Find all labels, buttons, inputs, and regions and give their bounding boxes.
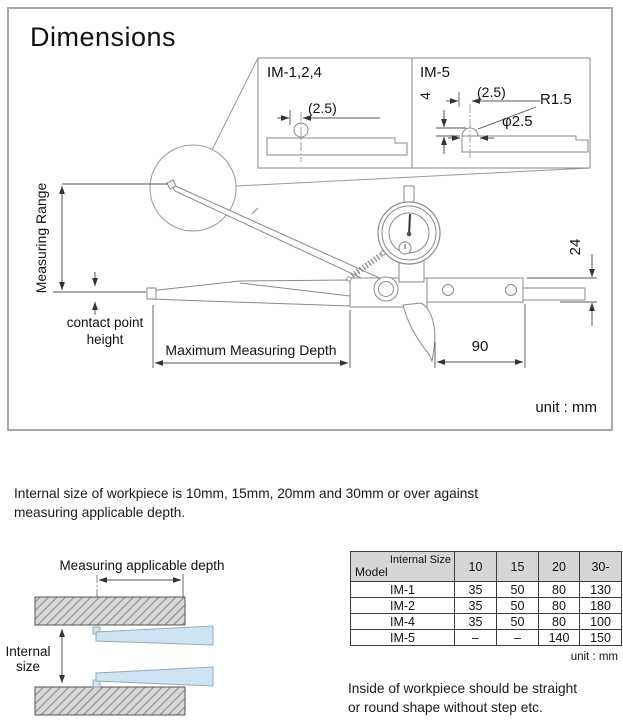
upper-blue-arm	[96, 626, 213, 645]
workpiece-diagram	[5, 558, 224, 715]
table-row	[351, 630, 622, 646]
contact-point-height-label-2: height	[86, 332, 124, 347]
dim-diameter-im5: φ2.5	[502, 113, 533, 130]
table-cell: 80	[539, 582, 580, 598]
measuring-arms	[93, 626, 213, 687]
dim-offset-im124: (2.5)	[308, 100, 337, 116]
dim-24-label: 24	[567, 238, 584, 256]
intro-line-2: measuring applicable depth.	[14, 505, 186, 520]
row-model: IM-2	[351, 598, 455, 614]
panel-unit-label: unit : mm	[535, 399, 597, 416]
max-depth-label: Maximum Measuring Depth	[165, 342, 337, 358]
internal-size-label-1: Internal	[5, 644, 51, 659]
handle-rod	[523, 288, 585, 300]
intro-text	[14, 484, 478, 522]
table-cell: 35	[455, 614, 497, 630]
dim-90-label: 90	[471, 338, 489, 355]
table-header-row	[351, 552, 622, 582]
table-cell: –	[455, 630, 497, 646]
note-text	[348, 679, 577, 717]
page-title: Dimensions	[30, 22, 177, 52]
table-row	[351, 614, 622, 630]
table-diagonal-header	[351, 552, 455, 582]
table-cell: 50	[497, 598, 539, 614]
header-model: Model	[355, 565, 388, 579]
workpiece-upper-block	[35, 597, 185, 625]
table-cell: 180	[580, 598, 622, 614]
intro-line-1: Internal size of workpiece is 10mm, 15mm, 20mm and 30mm or over against	[14, 486, 479, 501]
col-header-15: 15	[497, 552, 539, 582]
table-cell: 80	[539, 598, 580, 614]
table-cell: 150	[580, 630, 622, 646]
col-header-30: 30-	[580, 552, 622, 582]
table-cell: –	[497, 630, 539, 646]
table-cell: 35	[455, 582, 497, 598]
contact-point-height-label-1: contact point	[66, 315, 144, 330]
table-row	[351, 598, 622, 614]
table-cell: 50	[497, 582, 539, 598]
detail-box-im124	[258, 58, 412, 168]
row-model: IM-1	[351, 582, 455, 598]
note-line-2: or round shape without step etc.	[348, 700, 543, 715]
dim-offset-im5: (2.5)	[477, 84, 506, 100]
table-cell: 80	[539, 614, 580, 630]
table-row	[351, 582, 622, 598]
measuring-range-label: Measuring Range	[33, 182, 49, 294]
header-internal-size: Internal Size	[389, 554, 451, 566]
table-cell: 35	[455, 598, 497, 614]
col-header-10: 10	[455, 552, 497, 582]
workpiece-lower-block	[35, 687, 185, 715]
dim-height-im5: 4	[417, 92, 433, 100]
table-cell: 140	[539, 630, 580, 646]
col-header-20: 20	[539, 552, 580, 582]
row-model: IM-4	[351, 614, 455, 630]
table-unit-label: unit : mm	[570, 651, 618, 663]
dial-stem	[404, 186, 414, 203]
lower-blue-arm	[96, 667, 213, 686]
detail-label-im124: IM-1,2,4	[267, 64, 323, 81]
internal-size-label-2: size	[15, 659, 41, 674]
applicable-depth-label: Measuring applicable depth	[59, 558, 225, 573]
row-model: IM-5	[351, 630, 455, 646]
detail-label-im5: IM-5	[420, 64, 450, 81]
note-line-1: Inside of workpiece should be straight	[348, 681, 578, 696]
table-cell: 50	[497, 614, 539, 630]
lower-contact-point	[147, 288, 156, 299]
table-cell: 100	[580, 614, 622, 630]
measuring-depth-table	[350, 551, 622, 646]
dim-radius-im5: R1.5	[540, 91, 572, 108]
detail-box-im5	[412, 58, 590, 168]
table-cell: 130	[580, 582, 622, 598]
